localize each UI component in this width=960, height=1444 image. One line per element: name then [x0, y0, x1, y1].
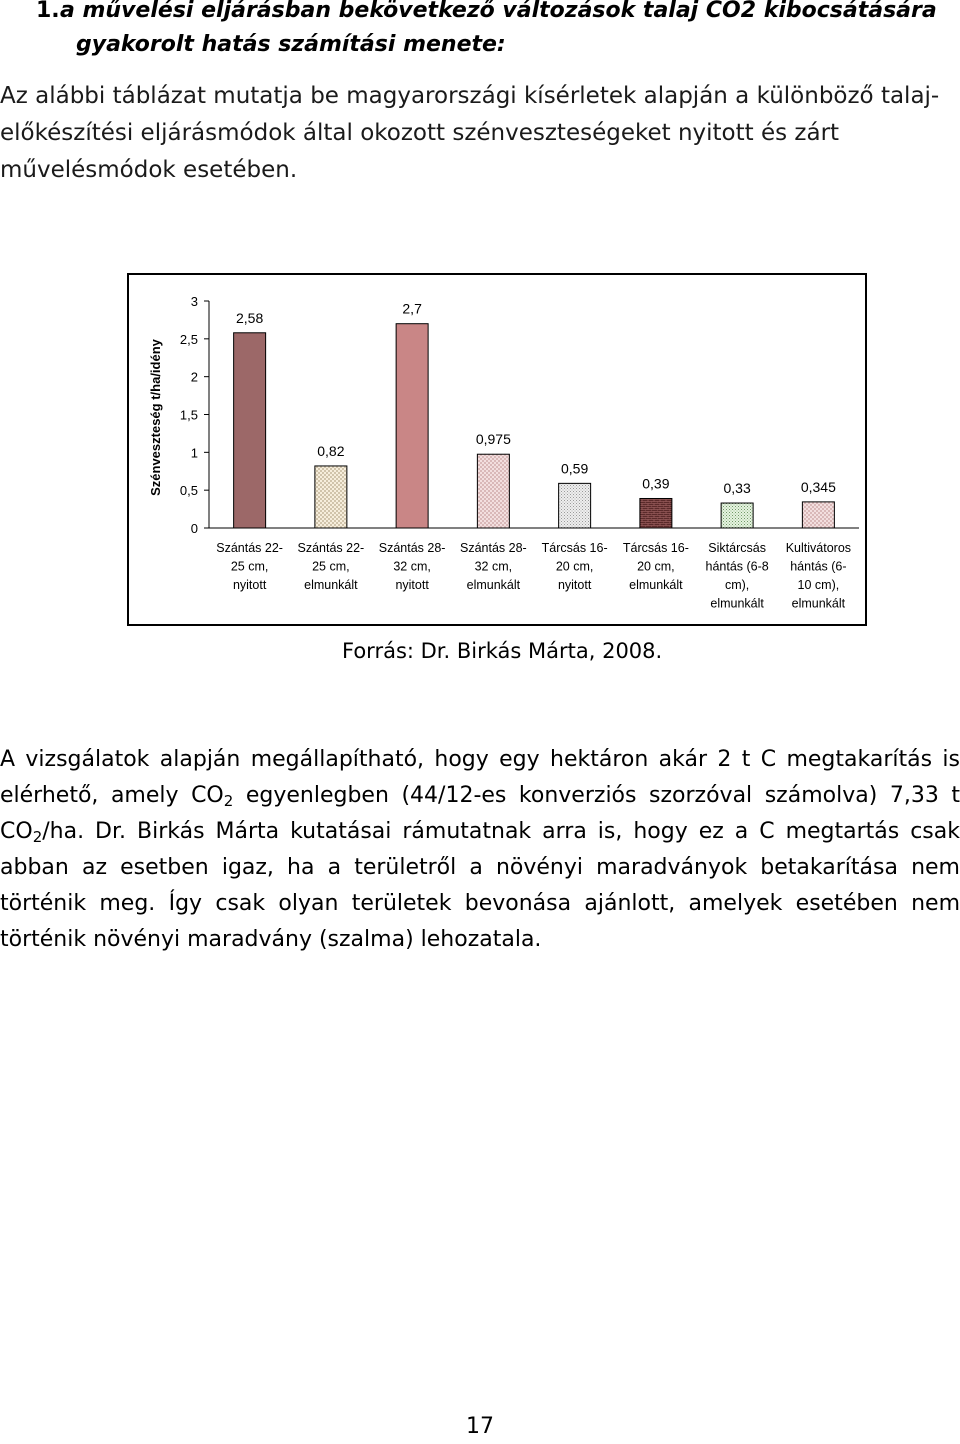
category-label: elmunkált [304, 578, 358, 592]
category-label: Tárcsás 16- [541, 541, 608, 555]
category-label: cm), [724, 578, 750, 592]
category-label: Szántás 22- [216, 541, 283, 555]
y-tick-label: 2 [190, 369, 198, 385]
y-tick-label: 0,5 [179, 483, 198, 499]
bar [315, 466, 347, 528]
bar [477, 454, 509, 528]
category-label: 10 cm), [797, 578, 840, 592]
category-label: Kultivátoros [785, 541, 852, 555]
data-label: 2,7 [402, 300, 422, 317]
y-tick-label: 3 [190, 294, 198, 309]
subscript-2: 2 [32, 828, 43, 846]
body-text-2: egyenlegben (44/12-es konverziós szorzóval számolva) 7,33 t CO [0, 783, 960, 844]
category-label: 32 cm, [393, 559, 431, 574]
body-paragraph [0, 742, 960, 958]
category-label: 25 cm, [230, 559, 269, 574]
bar [640, 498, 672, 528]
category-label: nyitott [557, 578, 592, 592]
category-label: Tárcsás 16- [622, 541, 689, 555]
category-label: 20 cm, [637, 559, 675, 574]
body-text-3: /ha. Dr. Birkás Márta kutatásai rámutatnak arra is, hogy ez a C megtartás csak abban az esetben igaz, ha a területről a növényi maradványok betakarítása nem történik meg. Így csak olyan területek bevonása ajánlott, amelyek esetében nem történik növényi maradvány (szalma) lehozatala. [0, 819, 960, 952]
y-axis-title: Szénveszteség t/ha/idény [148, 339, 163, 496]
page-number: 17 [466, 1414, 494, 1439]
bar [234, 333, 266, 528]
category-label: hántás (6- [790, 559, 847, 574]
section-title-line1: a művelési eljárásban bekövetkező változások talaj CO2 kibocsátására [60, 0, 937, 23]
data-label: 2,58 [236, 309, 264, 326]
category-label: Szántás 22- [297, 541, 365, 555]
category-label: 20 cm, [555, 559, 594, 574]
bar [396, 324, 428, 528]
category-label: Szántás 28- [378, 541, 446, 555]
category-label: elmunkált [710, 596, 764, 611]
data-label: 0,59 [561, 460, 589, 477]
category-label: hántás (6-8 [705, 559, 769, 574]
category-label: Szántás 28- [460, 541, 527, 555]
data-label: 0,82 [317, 442, 345, 459]
subscript-2: 2 [223, 792, 234, 810]
section-number: 1. [36, 0, 60, 23]
section-title-line2: gyakorolt hatás számítási menete: [76, 32, 506, 57]
category-label: elmunkált [466, 578, 521, 592]
bar [802, 502, 834, 528]
y-tick-label: 2,5 [179, 331, 198, 347]
category-label: elmunkált [629, 578, 683, 592]
y-tick-label: 1 [190, 445, 198, 461]
chart-source-caption: Forrás: Dr. Birkás Márta, 2008. [342, 639, 663, 663]
category-label: nyitott [395, 578, 429, 592]
body-text-1: A vizsgálatok alapján megállapítható, hogy egy hektáron akár 2 t C megtakarítás is elérhető, amely CO [0, 747, 960, 808]
intro-paragraph: Az alábbi táblázat mutatja be magyarországi kísérletek alapján a különböző talaj-előkészítési eljárásmódok által okozott szénveszteségeket nyitott és zárt művelésmódok esetében. [0, 83, 940, 183]
category-label: elmunkált [791, 596, 846, 611]
category-label: nyitott [232, 578, 267, 592]
bar-chart-svg [129, 275, 865, 624]
bar [559, 483, 591, 528]
bar-chart [127, 273, 867, 626]
data-label: 0,345 [800, 478, 836, 495]
category-label: 25 cm, [312, 559, 350, 574]
bar [721, 503, 753, 528]
category-label: Siktárcsás [708, 541, 766, 555]
y-tick-label: 0 [190, 521, 198, 536]
data-label: 0,33 [723, 480, 751, 497]
y-tick-label: 1,5 [179, 407, 198, 423]
data-label: 0,39 [642, 475, 670, 492]
section-heading [0, 0, 960, 62]
category-label: 32 cm, [474, 559, 513, 574]
data-label: 0,975 [475, 431, 511, 448]
